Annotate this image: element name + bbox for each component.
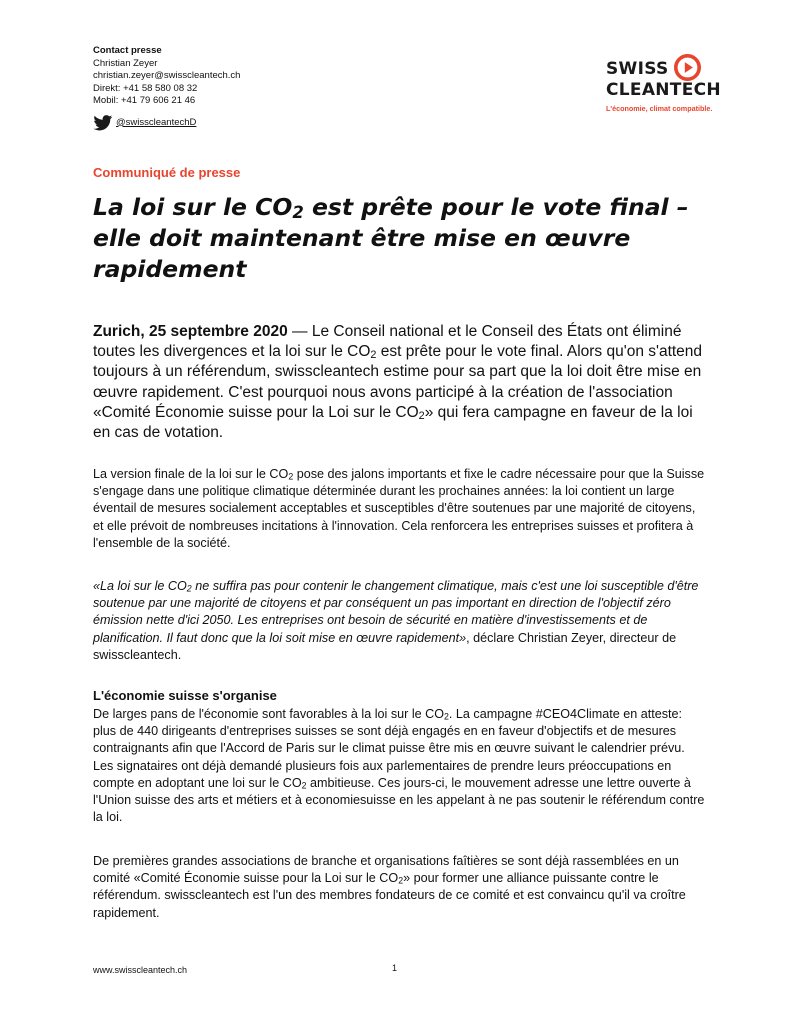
page-number: 1 — [392, 963, 398, 973]
page-title: La loi sur le $CO_2$ est prête pour le vote final – elle doit maintenant être mise en œuvre rapidement — [93, 193, 689, 283]
swisscleantech-logo — [606, 56, 726, 113]
body-paragraph-1: La version finale de la loi sur le $CO_2$ pose des jalons importants et fixe le cadre nécessaire pour que la Suisse s'engage dans une politique climatique déterminée durant les prochaines années: la loi contient un large éventail de mesures socialement acceptables et susceptibles d'être soutenues par une majorité de citoyens, et elle prévoit de nombreuses incitations à l'innovation. Cela renforcera les entreprises suisses et profitera à l'ensemble de la société. — [93, 467, 705, 550]
twitter-handle-link[interactable]: @swisscleantechD — [116, 116, 197, 128]
quote-paragraph: «La loi sur le $CO_2$ ne suffira pas pour contenir le changement climatique, mais c'est une loi susceptible d'être soutenue par une majorité de citoyens et par conséquent un pas important en direction de l'objectif zéro émission nette d'ici 2050. Les entreprises ont besoin de sécurité en matière d'investissements et de planification. Il faut donc que la loi soit mise en œuvre rapidement», déclare Christian Zeyer, directeur de swisscleantech. — [93, 579, 699, 662]
footer-website[interactable]: www.swisscleantech.ch — [93, 965, 188, 975]
contact-direct-phone: Direkt: +41 58 580 08 32 — [93, 82, 198, 94]
twitter-bird-icon — [93, 115, 113, 131]
contact-name: Christian Zeyer — [93, 57, 158, 69]
logo-word-swiss: SWISS — [606, 58, 669, 79]
twitter-handle-row[interactable] — [93, 115, 393, 131]
press-contact — [93, 45, 393, 131]
body-paragraph-3: De premières grandes associations de branche et organisations faîtières se sont déjà rassemblées en un comité «Comité Économie suisse pour la Loi sur le $CO_2$» pour former une alliance puissante contre le référendum. swisscleantech est l'un des membres fondateurs de ce comité et est convaincu qu'il va croître rapidement. — [93, 854, 686, 920]
contact-email[interactable]: christian.zeyer@swisscleantech.ch — [93, 70, 241, 82]
logo-word-cleantech: CLEANTECH — [606, 80, 721, 100]
dateline: Zurich, 25 septembre 2020 — [93, 323, 288, 340]
play-circle-icon — [674, 54, 701, 81]
quote-attribution: , déclare Christian Zeyer, directeur de swisscleantech. — [93, 630, 677, 662]
document-kicker: Communiqué de presse — [93, 165, 241, 180]
contact-heading: Contact presse — [93, 45, 162, 56]
body-paragraph-2: De larges pans de l'économie sont favorables à la loi sur le $CO_2$. La campagne #CEO4Climate en atteste: plus de 440 dirigeants d'entreprises suisses se sont déjà engagés en en faveur d'objectifs et de mesures contraignants afin que l'Accord de Paris sur le climat puisse être mis en œuvre suivant le calendrier prévu. Les signataires ont déjà demandé plusieurs fois aux parlementaires de prendre leurs préoccupations en compte en adoptant une loi sur le $CO_2$ ambitieuse. Ces jours-ci, le mouvement adresse une lettre ouverte à l'Union suisse des arts et métiers et à economiesuisse en les appelant à ne pas soutenir le référendum contre la loi. — [93, 707, 705, 825]
contact-mobile-phone: Mobil: +41 79 606 21 46 — [93, 95, 196, 107]
logo-tagline: L'économie, climat compatible. — [606, 104, 713, 113]
lead-paragraph: Zurich, 25 septembre 2020 — Le Conseil national et le Conseil des États ont éliminé toutes les divergences et la loi sur le $CO_2$ est prête pour le vote final. Alors qu'on s'attend toujours à un référendum, swisscleantech estime pour sa part que la loi doit être mise en œuvre rapidement. C'est pourquoi nous avons participé à la création de l'association «Comité Économie suisse pour la Loi sur le $CO_2$» qui fera campagne en faveur de la loi en cas de votation. — [93, 323, 703, 442]
section-subheading: L'économie suisse s'organise — [93, 688, 277, 703]
